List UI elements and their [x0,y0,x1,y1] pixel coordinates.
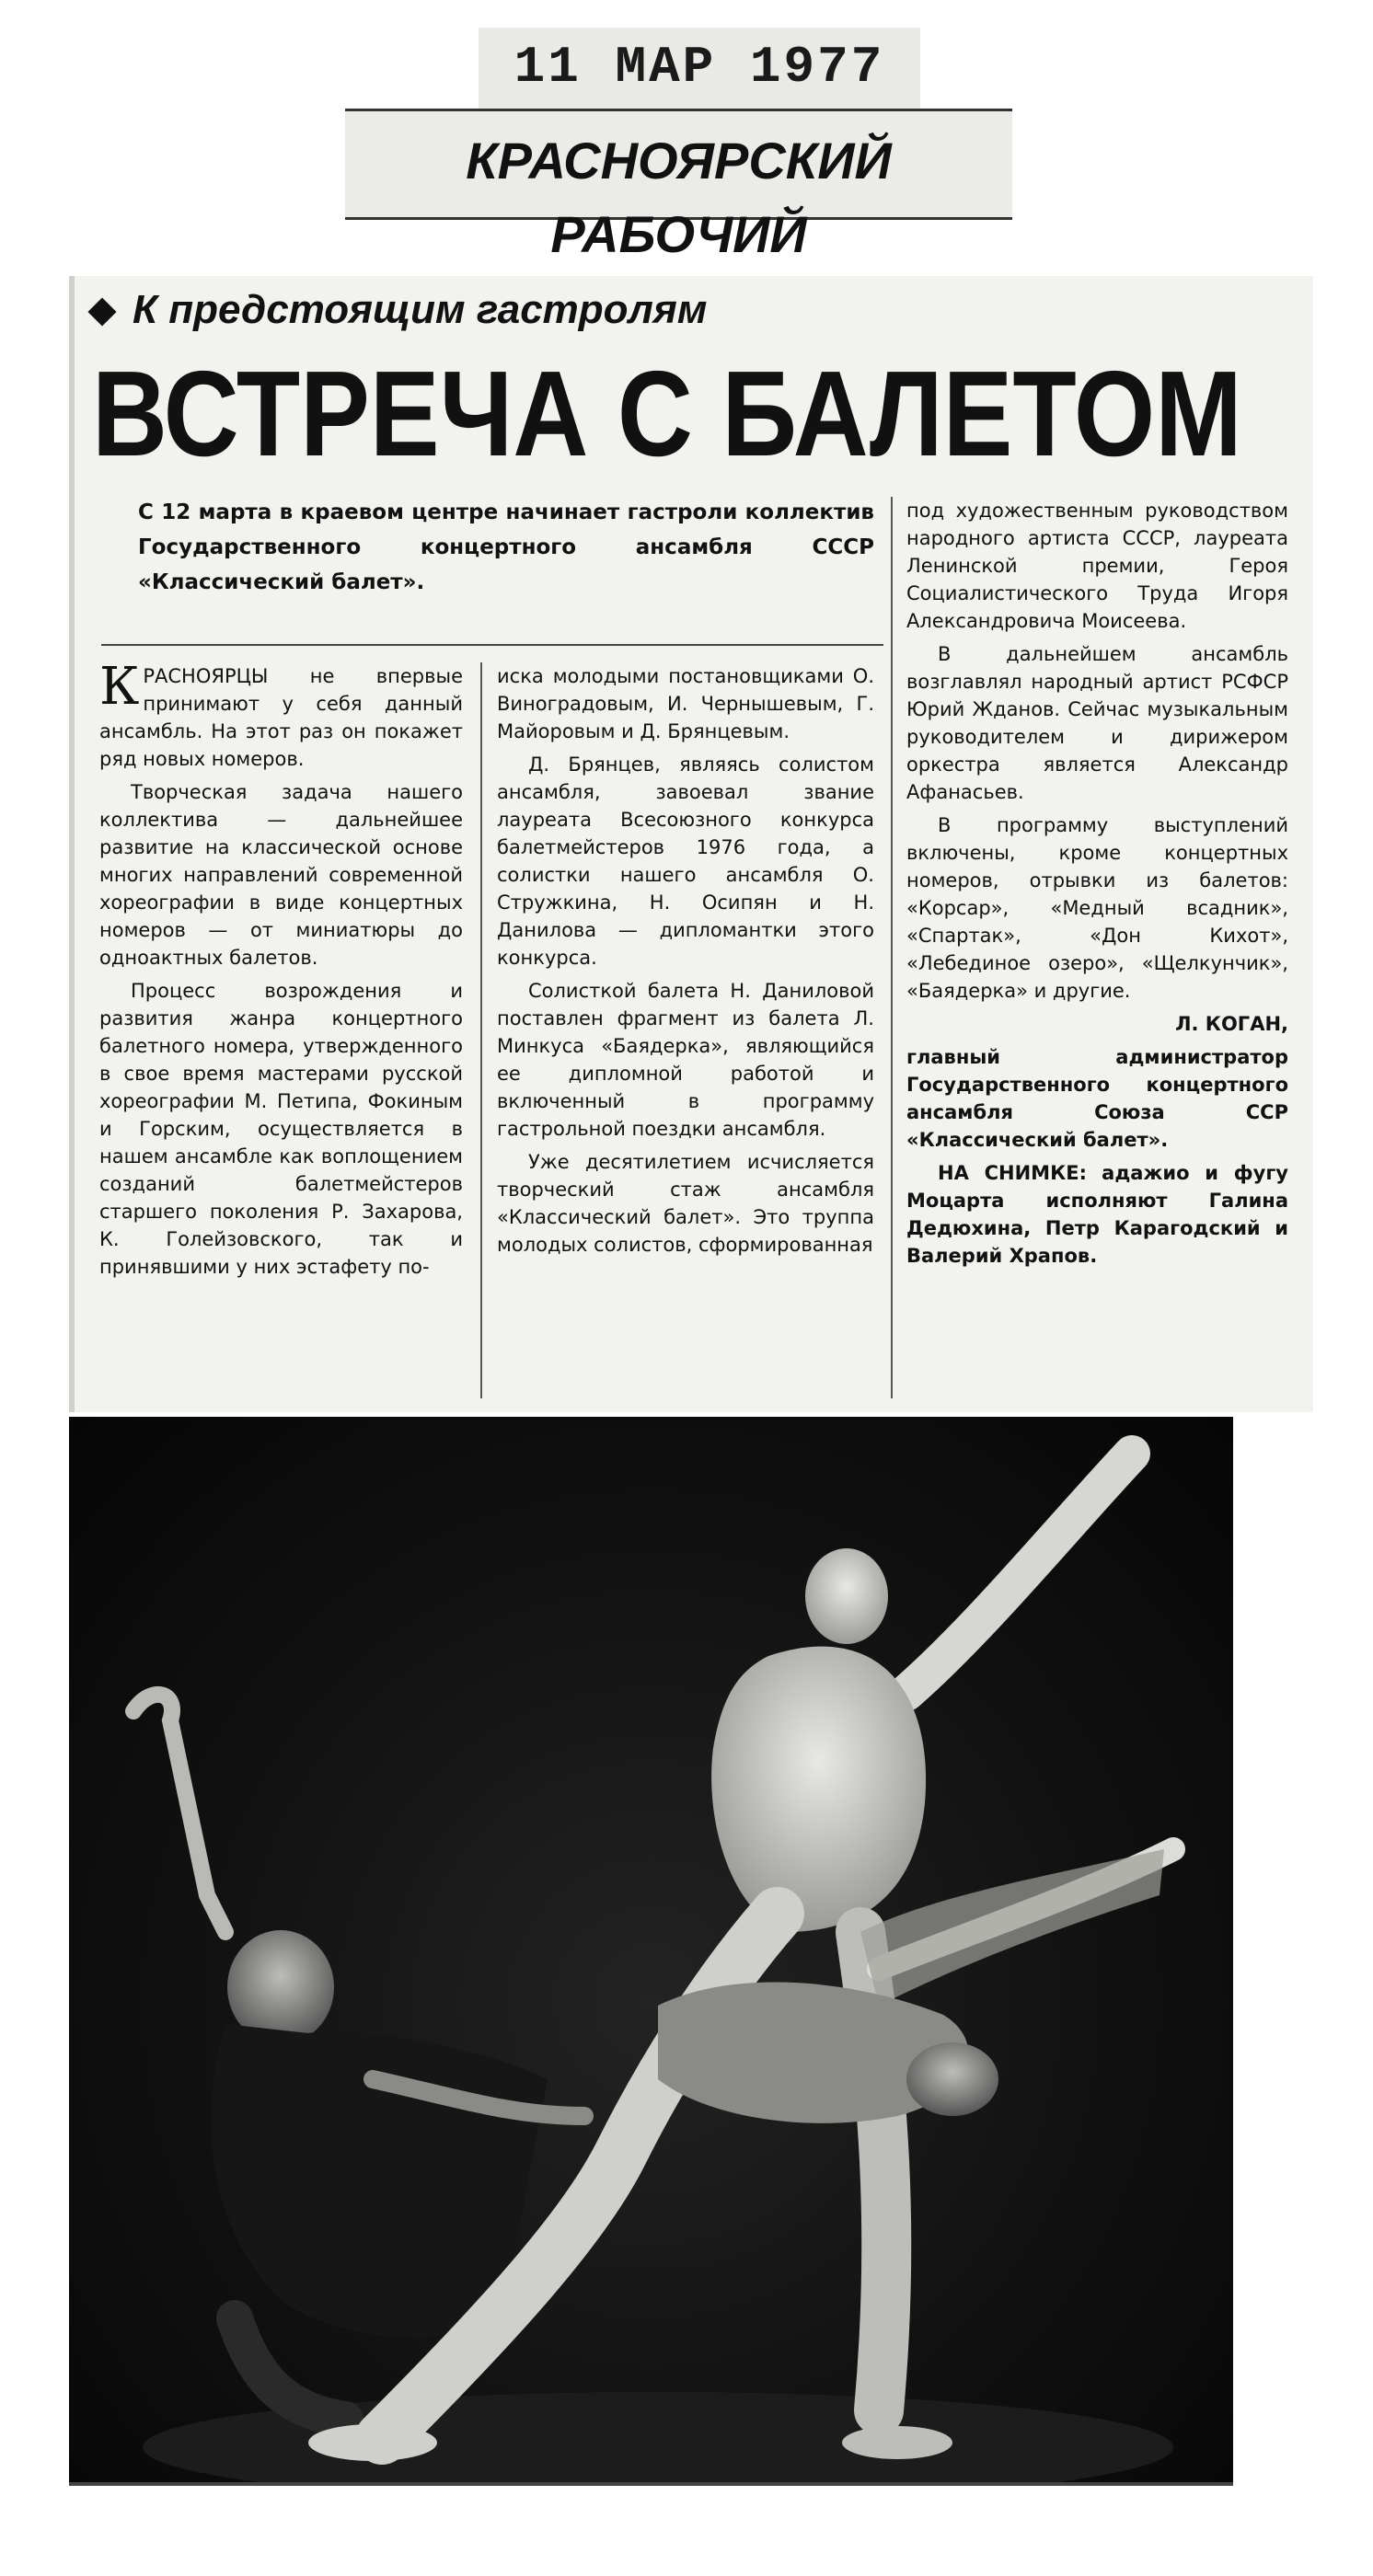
drop-cap: К [99,657,140,717]
author-signature: Л. КОГАН, [1175,1013,1288,1035]
col1-paragraph-3: Процесс возрождения и развития жанра концертного балетного номера, утвержденного в свое время мастерами русской хореографии М. Петипа, Фокиным и Горским, осуществляется в нашем ансамбле как воплощением созданий балетмейстеров старшего поколения Р. Захарова, К. Голейзовского, так и принявшими у них эстафету по- [99,980,463,1278]
diamond-icon [87,298,116,327]
date-stamp: 11 МАР 1977 [513,38,885,97]
caption-label: НА СНИМКЕ: [938,1162,1087,1184]
rubric [92,283,920,337]
caption-text: адажио и фугу Моцарта исполняют Галина Дедюхина, Петр Карагодский и Валерий Храпов. [906,1162,1288,1267]
ballet-dancers-illustration [69,1417,1233,2482]
col1-paragraph-1 [99,657,463,773]
col3-paragraph-3: В программу выступлений включены, кроме концертных номеров, отрывки из балетов: «Корсар», «Медный всадник», «Спартак», «Дон Кихот», «Лебединое озеро», «Щелкунчик», «Баядерка» и другие. [906,814,1288,1002]
col1-p1-text: РАСНОЯРЦЫ не впервые принимают у себя данный ансамбль. На этот раз он покажет ряд новых номеров. [99,665,463,770]
article-column-2 [497,662,874,1403]
col1-paragraph-2: Творческая задача нашего коллектива — дальнейшее развитие на классической основе многих направлений современной хореографии в виде концертных номеров — от миниатюры до одноактных балетов. [99,781,463,969]
photo-bottom-edge [69,2482,1233,2486]
col2-paragraph-1: иска молодыми постановщиками О. Виноградовым, И. Чернышевым, Г. Майоровым и Д. Брянцевым. [497,665,874,742]
headline: ВСТРЕЧА С БАЛЕТОМ [92,346,1242,481]
clipping-edge [69,276,75,1412]
author-role: главный администратор Государственного концертного ансамбля Союза ССР «Классический балет». [906,1046,1288,1151]
column-divider-1 [480,662,482,1398]
column-divider-2 [891,497,893,1398]
lead-paragraph: С 12 марта в краевом центре начинает гастроли коллектив Государственного концертного ансамбля СССР «Классический балет». [138,500,874,594]
rubric-text: К предстоящим гастролям [133,287,708,332]
col2-paragraph-3: Солисткой балета Н. Даниловой поставлен фрагмент из балета Л. Минкуса «Баядерка», являющийся ее дипломной работой и включенный в программу гастрольной поездки ансамбля. [497,980,874,1140]
col2-paragraph-4: Уже десятилетием исчисляется творческий стаж ансамбля «Классический балет». Это труппа молодых солистов, сформированная [497,1151,874,1256]
col3-paragraph-1: под художественным руководством народного артиста СССР, лауреата Ленинской премии, Героя Социалистического Труда Игоря Александровича Моисеева. [906,500,1288,632]
ballet-photo [69,1417,1233,2482]
newspaper-masthead: КРАСНОЯРСКИЙ РАБОЧИЙ [466,132,892,263]
dancer-ballerina [658,1849,1173,2123]
col3-paragraph-2: В дальнейшем ансамбль возглавлял народный артист РСФСР Юрий Жданов. Сейчас музыкальным руководителем и дирижером оркестра является Александр Афанасьев. [906,643,1288,803]
photo-caption [906,1159,1288,1270]
col2-paragraph-2: Д. Брянцев, являясь солистом ансамбля, завоевал звание лауреата Всесоюзного конкурса балетмейстеров 1976 года, а солистки нашего ансамбля О. Стружкина, Н. Осипян и Н. Данилова — дипломантки этого конкурса. [497,753,874,969]
article-column-1 [99,657,463,1403]
lead-divider [101,644,883,646]
article-column-3 [906,497,1288,1403]
